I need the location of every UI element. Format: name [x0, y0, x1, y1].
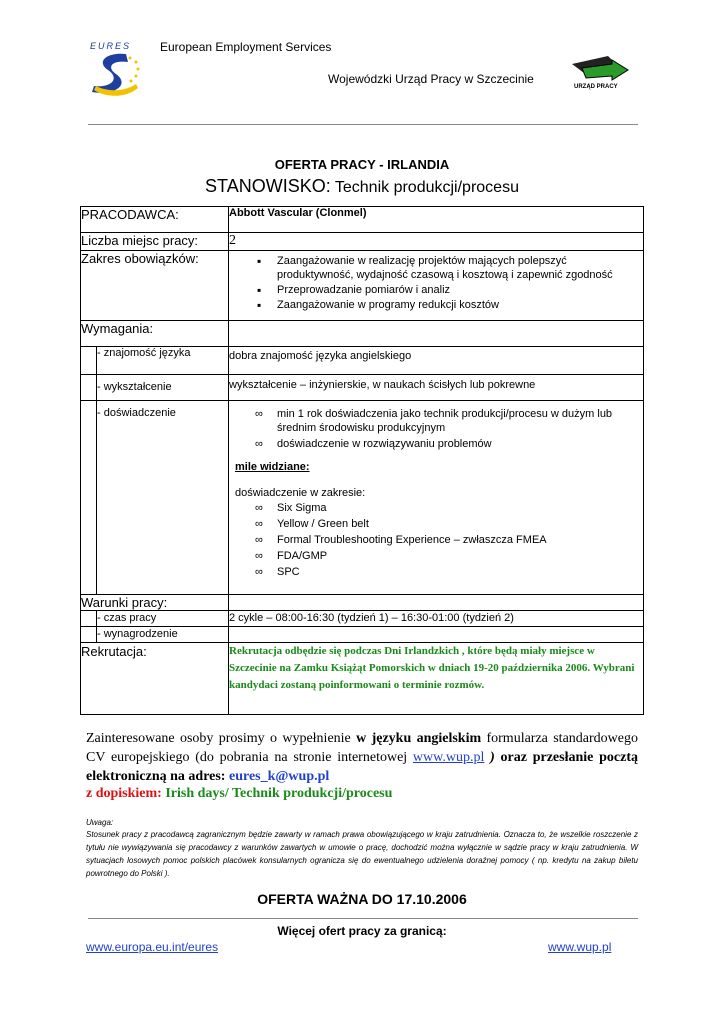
lang-value: dobra znajomość języka angielskiego — [229, 347, 644, 375]
edu-label: - wykształcenie — [97, 375, 229, 401]
footer-divider — [88, 918, 638, 919]
duty-item: ▪ Przeprowadzanie pomiarów i analiz — [257, 283, 637, 297]
nice-item: ∞ Formal Troubleshooting Experience – zwłaszcza FMEA — [255, 533, 637, 547]
eures-link[interactable]: www.europa.eu.int/eures — [86, 940, 219, 954]
positions-value: 2 — [229, 233, 644, 251]
position-label: STANOWISKO: — [205, 176, 331, 196]
duties-label: Zakres obowiązków: — [81, 251, 229, 321]
duty-item: ▪ Zaangażowanie w realizację projektów mających polepszyć produktywność, wydajność czasową i kosztową i zapewnić zgodność — [257, 254, 637, 282]
nice-item: ∞ Yellow / Green belt — [255, 517, 637, 531]
email-link[interactable]: eures_k@wup.pl — [228, 769, 330, 784]
position-value: Technik produkcji/procesu — [330, 179, 519, 196]
exp-item: ∞ doświadczenie w rozwiązywaniu problemów — [255, 437, 637, 451]
eures-logo — [86, 40, 146, 102]
time-value: 2 cykle – 08:00-16:30 (tydzień 1) – 16:30-01:00 (tydzień 2) — [229, 611, 644, 627]
wup-link[interactable]: www.wup.pl — [412, 750, 485, 765]
offer-heading: OFERTA PRACY - IRLANDIA — [274, 157, 450, 172]
nice-intro: doświadczenie w zakresie: — [235, 487, 366, 499]
wup-footer-link[interactable]: www.wup.pl — [548, 940, 612, 954]
exp-cell — [229, 401, 644, 595]
employer-value: Abbott Vascular (Clonmel) — [229, 207, 644, 233]
header-org-wup: Wojewódzki Urząd Pracy w Szczecinie — [328, 72, 534, 86]
nice-item: ∞ SPC — [255, 565, 637, 579]
offer-valid-until: OFERTA WAŻNA DO 17.10.2006 — [257, 891, 467, 907]
remark-label: Uwaga: — [86, 818, 114, 827]
more-offers-heading: Więcej ofert pracy za granicą: — [277, 924, 447, 938]
nice-to-have-label: mile widziane: — [235, 461, 310, 473]
edu-value: wykształcenie – inżynierskie, w naukach ścisłych lub pokrewne — [229, 375, 644, 401]
nice-item: ∞ Six Sigma — [255, 501, 637, 515]
header-org-eures: European Employment Services — [160, 40, 332, 54]
header-divider — [88, 124, 638, 125]
eures-logo-text: EURES — [90, 41, 132, 51]
remark-text: Stosunek pracy z pracodawcą zagranicznym będzie zawarty w ramach prawa obowiązującego w kraju zatrudnienia. Oznacza to, że wszelkie roszczenie z tytułu nie wywiązywania się pracodawcy z warunków zawartych w umowie o pracę, dochodzić można wyłącznie w sądzie pracy w kraju zatrudnienia. W sytuacjach losowych pomoc polskich placówek konsularnych ogranicza się do ewentualnego udzielenia doraźnej pomocy ( np. kredytu na zakup biletu powrotnego do Polski ). — [86, 830, 638, 878]
positions-label: Liczba miejsc pracy: — [81, 233, 229, 251]
lang-label: - znajomość języka — [97, 347, 229, 375]
nice-item: ∞ FDA/GMP — [255, 549, 637, 563]
wup-logo — [568, 54, 636, 92]
requirements-label: Wymagania: — [81, 321, 229, 347]
offer-table — [80, 206, 644, 715]
duty-item: ▪ Zaangażowanie w programy redukcji kosztów — [257, 298, 637, 312]
wup-logo-text: URZĄD PRACY — [574, 84, 618, 90]
position-title — [0, 176, 724, 197]
salary-label: - wynagrodzenie — [97, 627, 229, 643]
conditions-label: Warunki pracy: — [81, 595, 229, 611]
salary-value — [229, 627, 644, 643]
exp-label: - doświadczenie — [97, 401, 229, 595]
employer-label: PRACODAWCA: — [81, 207, 229, 233]
recruit-label: Rekrutacja: — [81, 643, 229, 715]
apply-note: z dopiskiem: Irish days/ Technik produkcji/procesu — [86, 786, 393, 801]
duties-cell — [229, 251, 644, 321]
apply-paragraph: Zainteresowane osoby prosimy o wypełnienie w języku angielskim formularza standardowego CV europejskiego (do pobrania na stronie internetowej www.wup.pl ) oraz przesłanie pocztą elektroniczną na adres: eures_k@wup.pl — [86, 731, 638, 784]
time-label: - czas pracy — [97, 611, 229, 627]
exp-item: ∞ min 1 rok doświadczenia jako technik produkcji/procesu w dużym lub średnim środowisku produkcyjnym — [255, 407, 637, 435]
recruit-value: Rekrutacja odbędzie się podczas Dni Irlandzkich , które będą miały miejsce w Szczecinie na Zamku Książąt Pomorskich w dniach 19-20 października 2006. Wybrani kandydaci zostaną poinformowani o terminie rozmów. — [229, 643, 644, 715]
